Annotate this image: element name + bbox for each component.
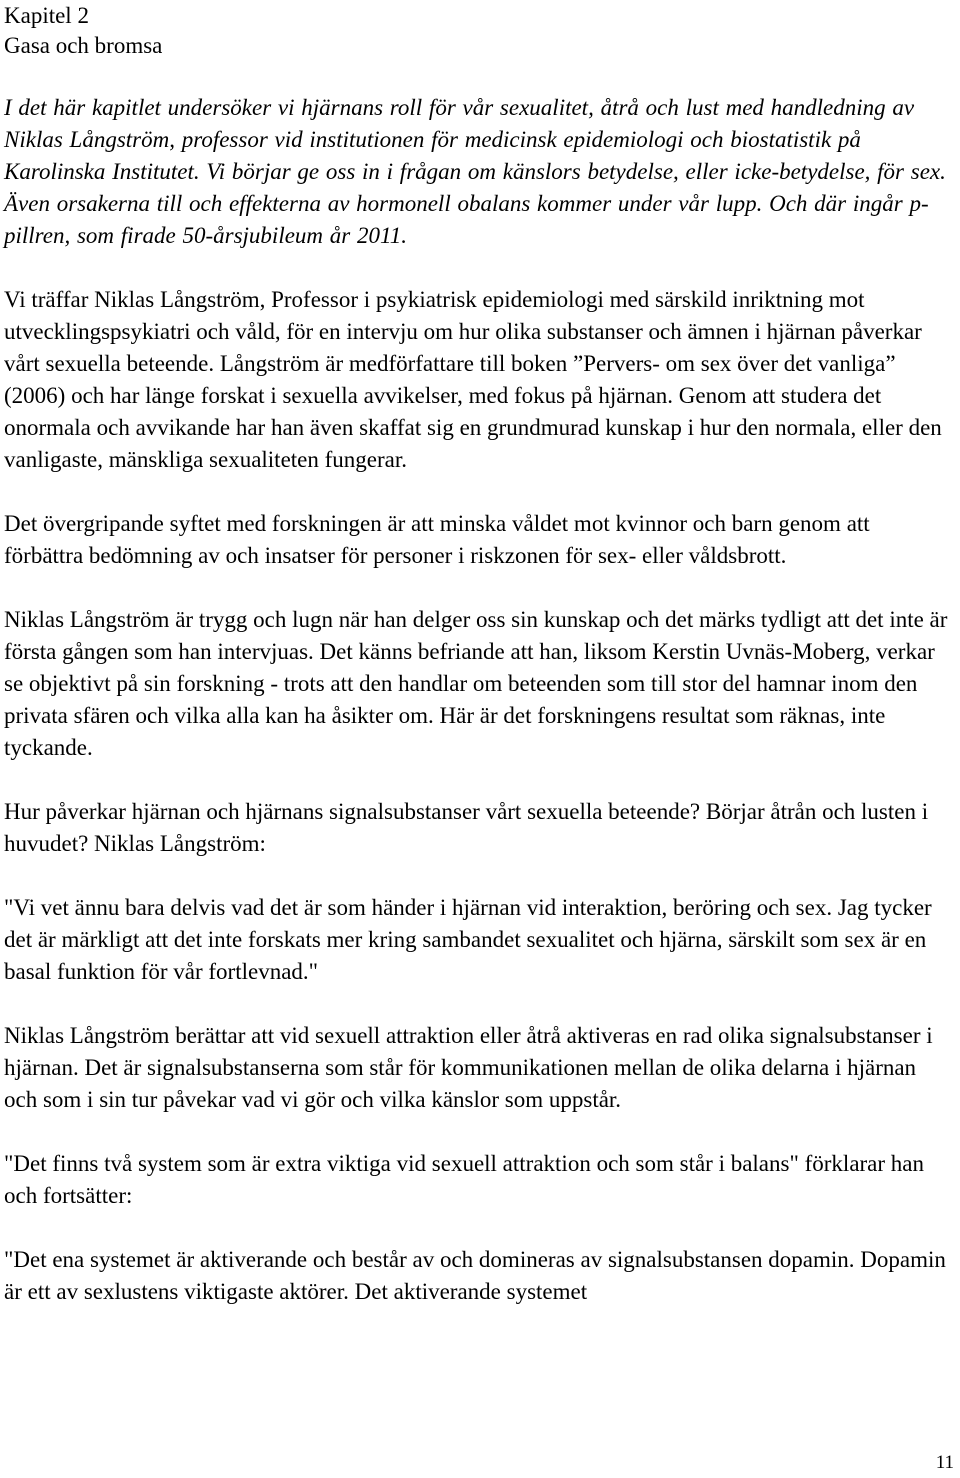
paragraph: Det övergripande syftet med forskningen är att minska våldet mot kvinnor och barn genom att förbättra bedömning av och insatser för personer i riskzonen för sex- eller våldsbrott.	[4, 511, 870, 568]
paragraph: Vi träffar Niklas Långström, Professor i psykiatrisk epidemiologi med särskild inriktning mot utvecklingspsykiatri och våld, för en intervju om hur olika substanser och ämnen i hjärnan påverkar vårt sexuella beteende. Långström är medförfattare till boken ”Pervers- om sex över det vanliga” (2006) och har länge forskat i sexuella avvikelser, med fokus på hjärnan. Genom att studera det onormala och avvikande har han även skaffat sig en grundmurad kunskap i hur den normala, eller den vanligaste, mänskliga sexualiteten fungerar.	[4, 287, 942, 472]
document-body	[4, 92, 954, 1340]
page-number: 11	[935, 1452, 954, 1473]
paragraph: Niklas Långström är trygg och lugn när han delger oss sin kunskap och det märks tydligt att det inte är första gången som han intervjuas. Det känns befriande att han, liksom Kerstin Uvnäs-Moberg, verkar se objektivt på sin forskning - trots att den handlar om beteenden som till stor del hamnar inom den privata sfären och vilka alla kan ha åsikter om. Här är det forskningens resultat som räknas, inte tyckande.	[4, 607, 948, 760]
quote-paragraph: "Det ena systemet är aktiverande och består av och domineras av signalsubstansen dopamin. Dopamin är ett av sexlustens viktigaste aktörer. Det aktiverande systemet	[4, 1247, 946, 1304]
chapter-subtitle: Gasa och bromsa	[4, 33, 163, 58]
quote-paragraph: "Vi vet ännu bara delvis vad det är som händer i hjärnan vid interaktion, beröring och sex. Jag tycker det är märkligt att det inte forskats mer kring sambandet sexualitet och hjärna, särskilt som sex är en basal funktion för vår fortlevnad."	[4, 895, 932, 984]
chapter-heading: Kapitel 2	[4, 3, 89, 28]
quote-paragraph: "Det finns två system som är extra viktiga vid sexuell attraktion och som står i balans" förklarar han och fortsätter:	[4, 1151, 925, 1208]
paragraph: Hur påverkar hjärnan och hjärnans signalsubstanser vårt sexuella beteende? Börjar åtrån och lusten i huvudet? Niklas Långström:	[4, 799, 929, 856]
intro-paragraph: I det här kapitlet undersöker vi hjärnans roll för vår sexualitet, åtrå och lust med handledning av Niklas Långström, professor vid institutionen för medicinsk epidemiologi och biostatistik på Karolinska Institutet. Vi börjar ge oss in i frågan om känslors betydelse, eller icke-betydelse, för sex. Även orsakerna till och effekterna av hormonell obalans kommer under vår lupp. Och där ingår p-pillren, som firade 50-årsjubileum år 2011.	[4, 95, 946, 248]
paragraph: Niklas Långström berättar att vid sexuell attraktion eller åtrå aktiveras en rad olika signalsubstanser i hjärnan. Det är signalsubstanserna som står för kommunikationen mellan de olika delarna i hjärnan och som i sin tur påvekar vad vi gör och vilka känslor som uppstår.	[4, 1023, 933, 1112]
